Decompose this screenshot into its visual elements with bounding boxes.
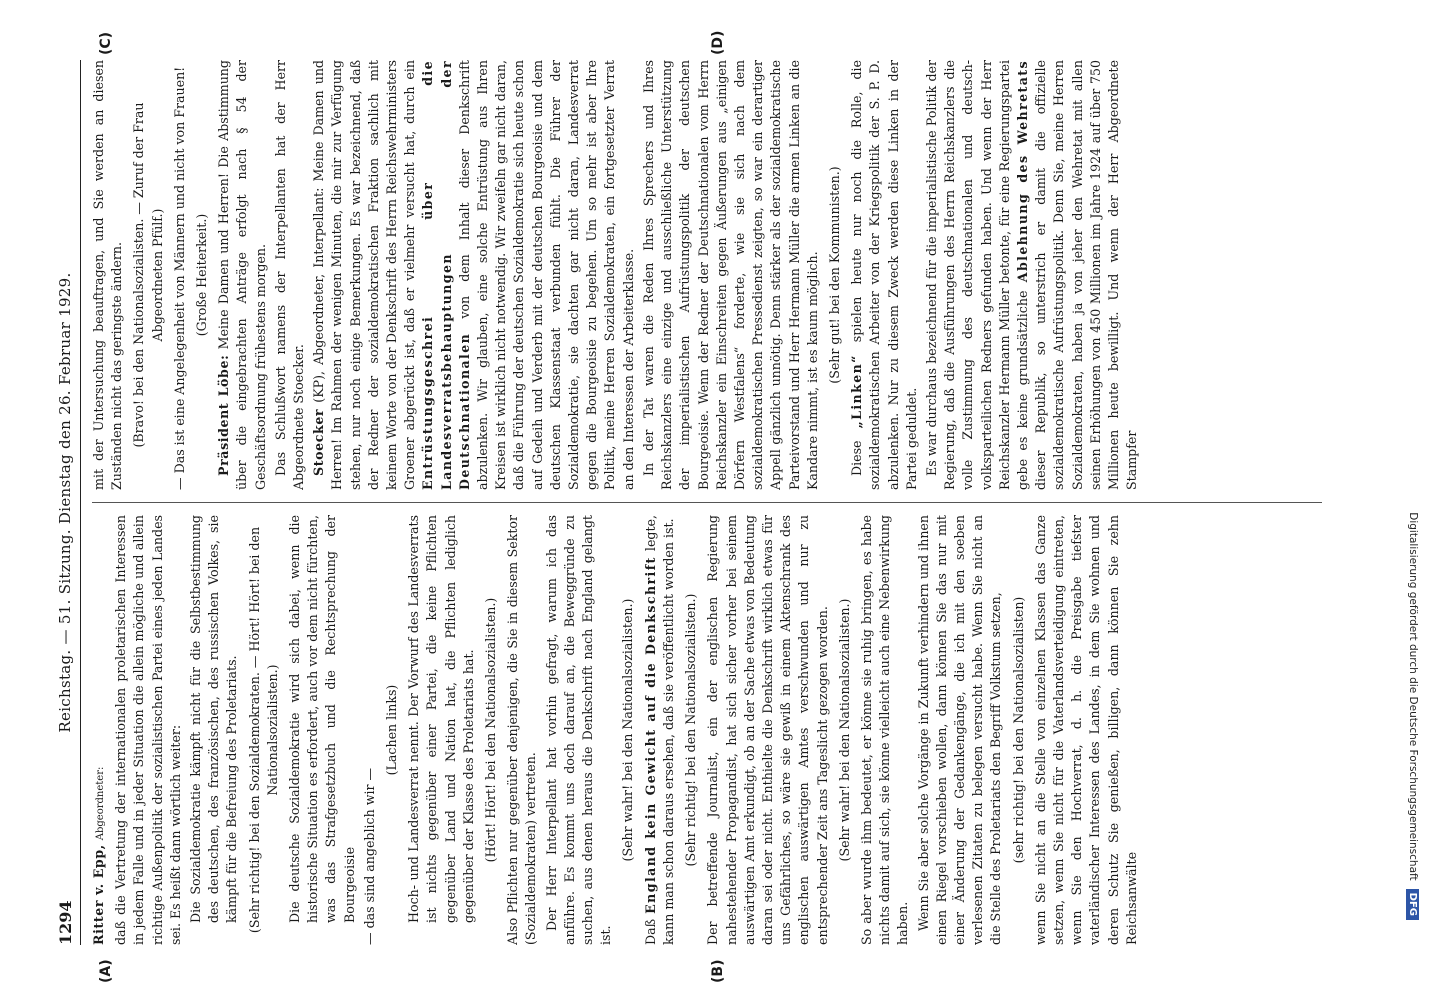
president-label: Präsident Löbe: [216,354,232,476]
interjection: (Hört! Hört! bei den Nationalsozialisten.) [483,597,499,863]
speaker-name: Ritter v. Epp, [91,844,106,945]
text-run: Daß [642,918,658,945]
page-number: 1294 [55,900,75,945]
running-header [50,60,81,945]
text-run: spielen heute nur noch die Rolle, die sozialdemokratischen Arbeiter von der Kriegspolitik der S. P. D. abzulenken. Nur zu diesem Zweck werden diese Linken in der Partei geduldet. [849,60,919,490]
paragraph: Der betreffende Journalist, ein der englischen Regierung nahestehender Propagandist, hat sich sicher vorher bei seinem auswärtigen Amt erkundigt, ob an der Sache etwas von Bedeutung daran sei oder nicht. Enthielte die Denkschrift wirklich etwas für uns Gefährliches, so wäre sie gewiß in einem Aktenschrank des englischen auswärtigen Amtes verschwunden und nur zu entsprechender Zeit ans Tageslicht gezogen worden. [705,515,830,945]
dfg-logo: DFG [1407,889,1420,920]
emphasis: Entrüstungsgeschrei über die Landesverratsbehauptungen der Deutschnationalen [420,60,472,490]
margin-mark-d: (D) [710,30,726,55]
margin-mark-b: (B) [710,959,726,983]
interjection: (sehr richtig! bei den Nationalsozialisten) [1010,596,1026,864]
interjection: (Sehr wahr! bei den Nationalsozialisten.) [620,598,636,862]
interjection: (Sehr richtig! bei den Sozialdemokraten. — Hört! Hört! bei den Nationalsozialisten.) [246,526,280,934]
text-run: Diese [849,440,865,476]
emphasis: Ablehnung des Wehretats [1014,60,1030,283]
paragraph: mit der Untersuchung beauftragen, und Sie werden an diesen Zuständen nicht das geringste ändern. [91,60,125,490]
interjection: (Bravo! bei den Nationalsozialisten. — Zuruf der Frau Abgeordneten Pfülf.) [131,102,165,448]
quotation: Hoch- und Landesverrat nennt. Der Vorwurf des Landesverrats ist nichts gegenüber einer Partei, die keine Pflichten gegenüber Land und Nation hat, die Pflichten lediglich gegenüber der Klasse des Proletariats hat. [406,515,476,923]
paragraph: Das Schlußwort namens der Interpellanten hat der Herr Abgeordnete Stoecker. [272,60,307,490]
text-run: von dem Inhalt dieser Denkschrift abzulenken. Wir glauben, eine solche Entrüstung aus Ihren Kreisen ist wirklich nicht notwendig. Wir zweifeln gar nicht daran, daß die Führung der deutschen Sozialdemokratie sich heute schon auf Gedeih und Verderb mit der deutschen Bourgeoisie und dem deutschen Klassenstaat verbunden fühlt. Die Führer der Sozialdemokratie, sie dachten gar nicht daran, Landesverrat gegen die Bourgeoisie zu begehen. Um so mehr ist aber Ihre Politik, meine Herren Sozialdemokraten, ein fortgesetzter Verrat an den Interessen der Arbeiterklasse. [456,60,636,490]
text-run: Es war durchaus bezeichnend für die imperialistische Politik der Regierung, daß die Ausführungen des Herrn Reichskanzlers die volle Zustimmung des deutschnationalen und deutsch-volksparteilichen Redners gefunden haben. Und wenn der Herr Reichskanzler Hermann Müller betonte, für eine Regierungspartei gebe es keine grundsätzliche [923,60,1030,490]
paragraph: Also Pflichten nur gegenüber denjenigen, die Sie in diesem Sektor (Sozialdemokraten) vertreten. [505,515,539,945]
paragraph: — Das ist eine Angelegenheit von Männern und nicht von Frauen! [171,66,187,490]
right-column [90,60,1330,490]
paragraph: daß die Vertretung der internationalen proletarischen Interessen in jedem Falle und in jeder Situation die allein mögliche und allein richtige Außenpolitik der sozialistischen Partei eines jeden Landes sei. Es heißt dann wörtlich weiter: [113,515,183,945]
paragraph: — das sind angeblich wir — [361,767,377,945]
paragraph [848,60,921,490]
margin-mark-a: (A) [98,959,114,983]
text-run: legte, kann man schon daraus ersehen, daß sie veröffentlicht worden ist. [642,515,676,945]
interjection: (Sehr gut! bei den Kommunisten.) [826,166,842,384]
speaker-stoecker: Stoecker [311,408,327,476]
paragraph: In der Tat waren die Reden Ihres Sprechers und Ihres Reichskanzlers eine einzige und ausschließliche Unterstützung der imperialistischen Aufrüstungspolitik der deutschen Bourgeoisie. Wenn der Redner der Deutschnationalen vom Herrn Reichskanzler ein Einschreiten gegen Äußerungen aus „einigen Dörfern Westfalens“ forderte, wie sie sich nach dem sozialdemokratischen Pressedienst zeigten, so war ein derartiger Appell gänzlich unnötig. Denn stärker als der sozialdemokratische Parteivorstand und Herr Hermann Müller die armen Linken an die Kandare nimmt, ist es kaum möglich. [640,60,820,490]
paragraph [310,60,638,490]
quotation: Die deutsche Sozialdemokratie wird sich dabei, wenn die historische Situation es erfordert, auch vor dem nicht fürchten, was das Strafgesetzbuch und die Rechtsprechung der Bourgeoisie [287,515,357,923]
interjection: (Sehr wahr! bei den Nationalsozialisten.) [836,598,852,862]
paragraph: Wenn Sie aber solche Vorgänge in Zukunft verhindern und ihnen einen Riegel vorschieben wollen, dann können Sie das nur mit einer Änderung der Gedankengänge, die ich mit den soeben verlesenen Zitaten zu belegen versucht habe. Wenn Sie nicht an die Stelle des Proletariats den Begriff Volkstum setzen, [915,515,1004,945]
emphasis: England kein Gewicht auf die Denkschrift [642,556,658,914]
paragraph [215,60,270,490]
running-title: Reichstag. — 51. Sitzung. Dienstag den 26. Februar 1929. [56,272,74,733]
quotation: Die Sozialdemokratie kämpft nicht für die Selbstbestimmung des deutschen, des französischen, des russischen Volkes, sie kämpft für die Befreiung des Proletariats. [188,515,240,923]
interjection: (Lachen links) [384,684,400,776]
interjection: (Große Heiterkeit.) [194,213,210,337]
rotated-print-area [50,30,1390,983]
margin-mark-c: (C) [98,31,114,55]
column-divider [92,502,1322,503]
paragraph: wenn Sie nicht an die Stelle von einzelnen Klassen das Ganze setzen, wenn Sie nicht für die Vaterlandsverteidigung eintreten, wenn Sie den Hochverrat, d. h. die Preisgabe tiefster vaterländischer Interessen des Landes, in dem Sie wohnen und deren Schutz Sie genießen, billigen, dann können Sie zehn Reichsanwälte [1032,515,1139,945]
text-run: dieser Republik, so unterstrich er damit die offizielle sozialdemokratische Aufrüstungspolitik. Denn Sie, meine Herren Sozialdemokraten, haben ja von jeher den Wehretat mit allen seinen Erhöhungen von 450 Millionen im Jahre 1924 auf über 750 Millionen heute bewilligt. Und wenn der Herr Abgeordnete Stampfer [1033,60,1140,490]
paragraph [923,60,1141,490]
credit-text: Digitalisierung gefördert durch die Deutsche Forschungsgemeinschaft [1407,512,1419,881]
text-run: Meine Damen und Herren! Die Abstimmung über die eingebrachten Anträge erfolgt nach § 54 der Geschäftsordnung frühestens morgen. [216,60,268,490]
paragraph: Der Herr Interpellant hat vorhin gefragt, warum ich das anführe. Es kommt uns doch darauf an, die Beweggründe zu suchen, aus denen heraus die Denkschrift nach England gelangt ist. [543,515,614,945]
left-column [90,515,1330,945]
interjection: (Sehr richtig! bei den Nationalsozialisten.) [683,593,699,867]
paragraph [642,515,678,945]
digitization-credit [1398,40,1428,920]
speaker-role: Abgeordneter: [95,766,106,841]
paragraph: So aber wurde ihm bedeutet, er könne sie ruhig bringen, es habe nichts damit auf sich, sie könne vielleicht auch eine Nebenwirkung haben. [858,515,911,945]
emphasis: „Linken“ [849,354,865,429]
text-run: (KP), Abgeordneter, Interpellant: Meine Damen und Herren! Im Rahmen der wenigen Minuten, die mir zur Verfügung stehen, nur noch einige Bemerkungen. Es war bezeichnend, daß der Redner der sozialdemokratischen Fraktion sachlich mit keinem Worte von der Denkschrift des Herrn Reichswehrministers Groener abgerückt ist, daß er vielmehr versucht hat, durch ein [311,60,418,490]
speaker-line [90,515,110,945]
